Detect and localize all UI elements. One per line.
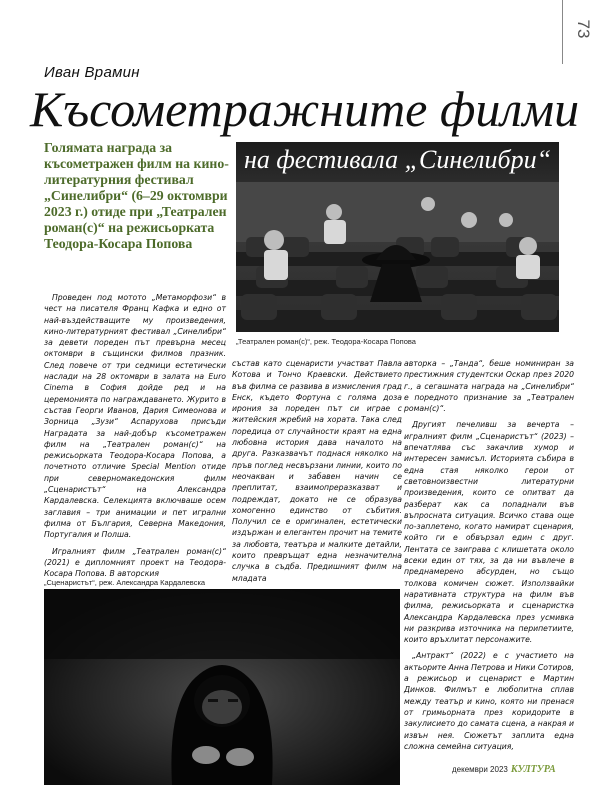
author-name: Иван Врамин — [44, 64, 140, 81]
photo-screenwriter — [44, 589, 400, 785]
lead-paragraph: Голямата награда за късометражен филм на кино-литературния фестивал „Синелибри“ (6–29 октомври 2023 г.) отиде при „Театрален роман(с)“ на режисьорката Теодора-Косара Попова — [44, 140, 229, 251]
page-footer — [452, 764, 556, 775]
body-column-1 — [44, 292, 226, 584]
page-number: 73 — [574, 19, 593, 39]
dark-portrait-image — [44, 589, 400, 785]
paragraph: Проведен под мотото „Метаморфози“ в чест на писателя Франц Кафка и едно от най-въздействащите му произведения, кино-литературният фестивал „Синелибри“ за девети пореден път превърна месец октомври в същински филмов празник. След повече от три седмици естетически наслади на 28 октомври в залата на Euro Cinema в София дойде ред и на церемонията по награждаването. Журито в състав Георги Иванов, Дария Симеонова и Зорница „Зузи“ Аспарухова присъди Наградата за най-добър късометражен филм на „Театрален роман(с)“ на режисьорката Теодора-Косара Попова, а почетното отличие Special Mention отиде при северномакедонския филм „Сценаристът“ на Александра Кардалевска. Селекцията включваше осем заглавия – три анимации и пет игрални филма от България, Северна Македония, Португалия и Полша. — [44, 293, 226, 540]
paragraph: „Антракт“ (2022) е с участието на актьорите Анна Петрова и Ники Сотиров, а режисьор и сценарист е Мартин Динков. Филмът е любопитна сплав между театър и кино, която ни пренася от гримьорната през коридорите в закулисието до самата сцена, а накрая и извън нея. Сюжетът заплита една сложна семейна ситуация, — [404, 651, 574, 751]
article-title: Късометражните филми — [30, 81, 580, 137]
article-subtitle: на фестивала „Синелибри“ — [243, 145, 552, 174]
paragraph: авторка – „Танда“, беше номиниран за престижния студентски Оскар през 2020 г., а сегашната награда на „Синелибри“ е поредното признание за „Театрален роман(с)“. — [404, 359, 574, 414]
paragraph: състав като сценаристи участват Павла Котова и Тончо Краевски. Действието във филма се развива в измисления град Енск, където Фортуна с голяма доза ирония за пореден път си играе с житейския жребий на хората. Така след поредица от случайности краят на една любовна история дава началото на друга. Разказвачът поднася няколко на пръв поглед несвързани линии, които по неочакван и забавен начин се преплитат, взаимопреразказват и подреждат, докато не се образува хомогенно единство от събития. Получил се е оригинален, естетически издържан и елегантен прочит на темите за любовта, театъра и малките детайли, които превръщат една незначителна случка в съдба. Предишният филм на младата — [232, 359, 402, 583]
body-column-2 — [232, 358, 402, 589]
paragraph: Другият печеливш за вечерта – игралният филм „Сценаристът“ (2023) – впечатлява със закачлив хумор и интересен замисъл. Историята събира в една стая няколко герои от световноизвестни литературни произведения, които се опитват да разберат как са попаднали във въпросната ситуация. Всичко става още по-заплетено, когато намират сценария, който ги е обвързал един с друг. Лентата се заиграва с клишетата около всеки един от тях, за да ни въвлече в преднамерено абсурден, но също толкова комичен сюжет. Използвайки наративната структура на филм във филма, режисьорката и сценаристка Александра Кардалевска през усмивка ни разкрива източника на перипетиите, които връхлитат персонажите. — [404, 420, 574, 645]
body-column-3 — [404, 358, 574, 757]
photo1-caption: „Театрален роман(с)“, реж. Теодора-Косара Попова — [236, 337, 416, 346]
issue-date: декември 2023 — [452, 765, 508, 774]
paragraph: Игралният филм „Театрален роман(с)“ (2021) е дипломният проект на Теодора-Косара Попова. В авторския — [44, 546, 226, 579]
magazine-brand: КУЛТУРА — [510, 764, 556, 775]
photo2-caption: „Сценаристът“, реж. Александра Кардалевска — [44, 578, 206, 587]
